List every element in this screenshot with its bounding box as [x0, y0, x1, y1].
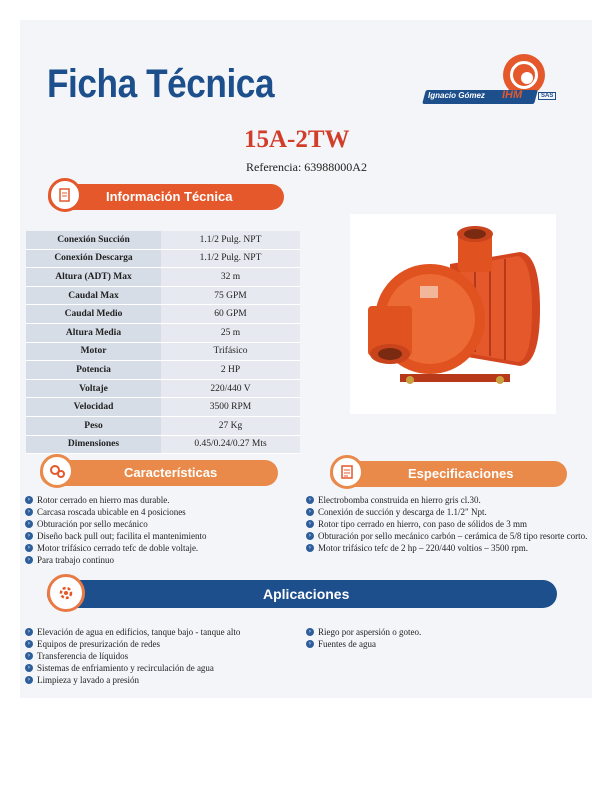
caracteristicas-banner — [40, 460, 278, 486]
table-row — [26, 361, 300, 380]
table-row — [26, 305, 300, 324]
page-title: Ficha Técnica — [47, 62, 275, 106]
bullet-icon: › — [25, 496, 33, 504]
table-row — [26, 231, 300, 249]
row-value: Trifásico — [161, 342, 300, 361]
row-label: Altura (ADT) Max — [26, 268, 161, 287]
company-logo — [424, 44, 554, 114]
row-value: 3500 RPM — [161, 398, 300, 417]
list-item: › Para trabajo continuo — [25, 554, 206, 566]
bullet-icon: › — [25, 520, 33, 528]
list-item: › Limpieza y lavado a presión — [25, 674, 240, 686]
info-section-title: Información Técnica — [106, 189, 233, 204]
logo-brand: IHM — [502, 89, 523, 101]
especificaciones-banner — [330, 461, 567, 487]
row-label: Voltaje — [26, 379, 161, 398]
list-item: › Riego por aspersión o goteo. — [306, 626, 421, 638]
list-item: › Conexión de succión y descarga de 1.1/2" Npt. — [306, 506, 587, 518]
product-reference: Referencia: 63988000A2 — [246, 160, 367, 174]
document-icon — [48, 178, 82, 212]
row-label: Motor — [26, 342, 161, 361]
row-value: 32 m — [161, 268, 300, 287]
aplicaciones-title: Aplicaciones — [263, 586, 350, 602]
list-item: › Electrobomba construida en hierro gris cl.30. — [306, 494, 587, 506]
caracteristicas-list — [25, 494, 206, 566]
row-label: Conexión Succión — [26, 231, 161, 249]
bullet-icon: › — [25, 556, 33, 564]
row-label: Caudal Max — [26, 286, 161, 305]
caracteristicas-title: Características — [124, 465, 218, 480]
table-row — [26, 323, 300, 342]
logo-suffix: SAS — [538, 92, 556, 100]
row-value: 2 HP — [161, 361, 300, 380]
table-row — [26, 286, 300, 305]
aplicaciones-list-left — [25, 626, 240, 686]
table-row — [26, 268, 300, 287]
technical-info-table — [26, 231, 300, 454]
bullet-icon: › — [306, 628, 314, 636]
info-section-banner — [48, 184, 284, 210]
row-value: 220/440 V — [161, 379, 300, 398]
product-model: 15A-2TW — [244, 126, 350, 153]
table-row — [26, 435, 300, 454]
list-item: › Rotor cerrado en hierro mas durable. — [25, 494, 206, 506]
table-row — [26, 379, 300, 398]
row-label: Potencia — [26, 361, 161, 380]
bullet-icon: › — [25, 676, 33, 684]
row-label: Altura Media — [26, 323, 161, 342]
list-item: › Sistemas de enfriamiento y recirculación de agua — [25, 662, 240, 674]
especificaciones-title: Especificaciones — [408, 466, 514, 481]
row-value: 60 GPM — [161, 305, 300, 324]
list-item: › Elevación de agua en edificios, tanque bajo - tanque alto — [25, 626, 240, 638]
list-item: › Obturación por sello mecánico carbón – cerámica de 5/8 tipo resorte corto. — [306, 530, 587, 542]
table-row — [26, 249, 300, 268]
aplicaciones-list-right — [306, 626, 421, 650]
bullet-icon: › — [25, 544, 33, 552]
list-item: › Transferencia de líquidos — [25, 650, 240, 662]
table-row — [26, 398, 300, 417]
bullet-icon: › — [306, 640, 314, 648]
row-label: Peso — [26, 416, 161, 435]
bullet-icon: › — [306, 520, 314, 528]
table-row — [26, 416, 300, 435]
bullet-icon: › — [306, 532, 314, 540]
row-value: 25 m — [161, 323, 300, 342]
row-value: 0.45/0.24/0.27 Mts — [161, 435, 300, 454]
bullet-icon: › — [25, 508, 33, 516]
list-item: › Motor trifásico cerrado tefc de doble voltaje. — [25, 542, 206, 554]
gears-icon — [40, 454, 74, 488]
bullet-icon: › — [306, 496, 314, 504]
list-item: › Carcasa roscada ubicable en 4 posiciones — [25, 506, 206, 518]
bullet-icon: › — [25, 628, 33, 636]
gear-settings-icon — [47, 574, 85, 612]
list-item: › Rotor tipo cerrado en hierro, con paso de sólidos de 3 mm — [306, 518, 587, 530]
row-value: 75 GPM — [161, 286, 300, 305]
row-value: 27 Kg — [161, 416, 300, 435]
especificaciones-list — [306, 494, 587, 554]
checklist-icon — [330, 455, 364, 489]
bullet-icon: › — [306, 508, 314, 516]
pump-image — [350, 214, 556, 414]
row-label: Dimensiones — [26, 435, 161, 454]
list-item: › Fuentes de agua — [306, 638, 421, 650]
row-label: Velocidad — [26, 398, 161, 417]
bullet-icon: › — [25, 532, 33, 540]
row-value: 1.1/2 Pulg. NPT — [161, 249, 300, 268]
logo-name: Ignacio Gómez — [428, 91, 485, 100]
bullet-icon: › — [25, 652, 33, 660]
aplicaciones-banner — [47, 580, 557, 608]
list-item: › Equipos de presurización de redes — [25, 638, 240, 650]
list-item: › Obturación por sello mecánico — [25, 518, 206, 530]
row-label: Caudal Medio — [26, 305, 161, 324]
list-item: › Diseño back pull out; facilita el mantenimiento — [25, 530, 206, 542]
row-value: 1.1/2 Pulg. NPT — [161, 231, 300, 249]
list-item: › Motor trifásico tefc de 2 hp – 220/440 voltios – 3500 rpm. — [306, 542, 587, 554]
bullet-icon: › — [25, 664, 33, 672]
bullet-icon: › — [306, 544, 314, 552]
row-label: Conexión Descarga — [26, 249, 161, 268]
table-row — [26, 342, 300, 361]
bullet-icon: › — [25, 640, 33, 648]
